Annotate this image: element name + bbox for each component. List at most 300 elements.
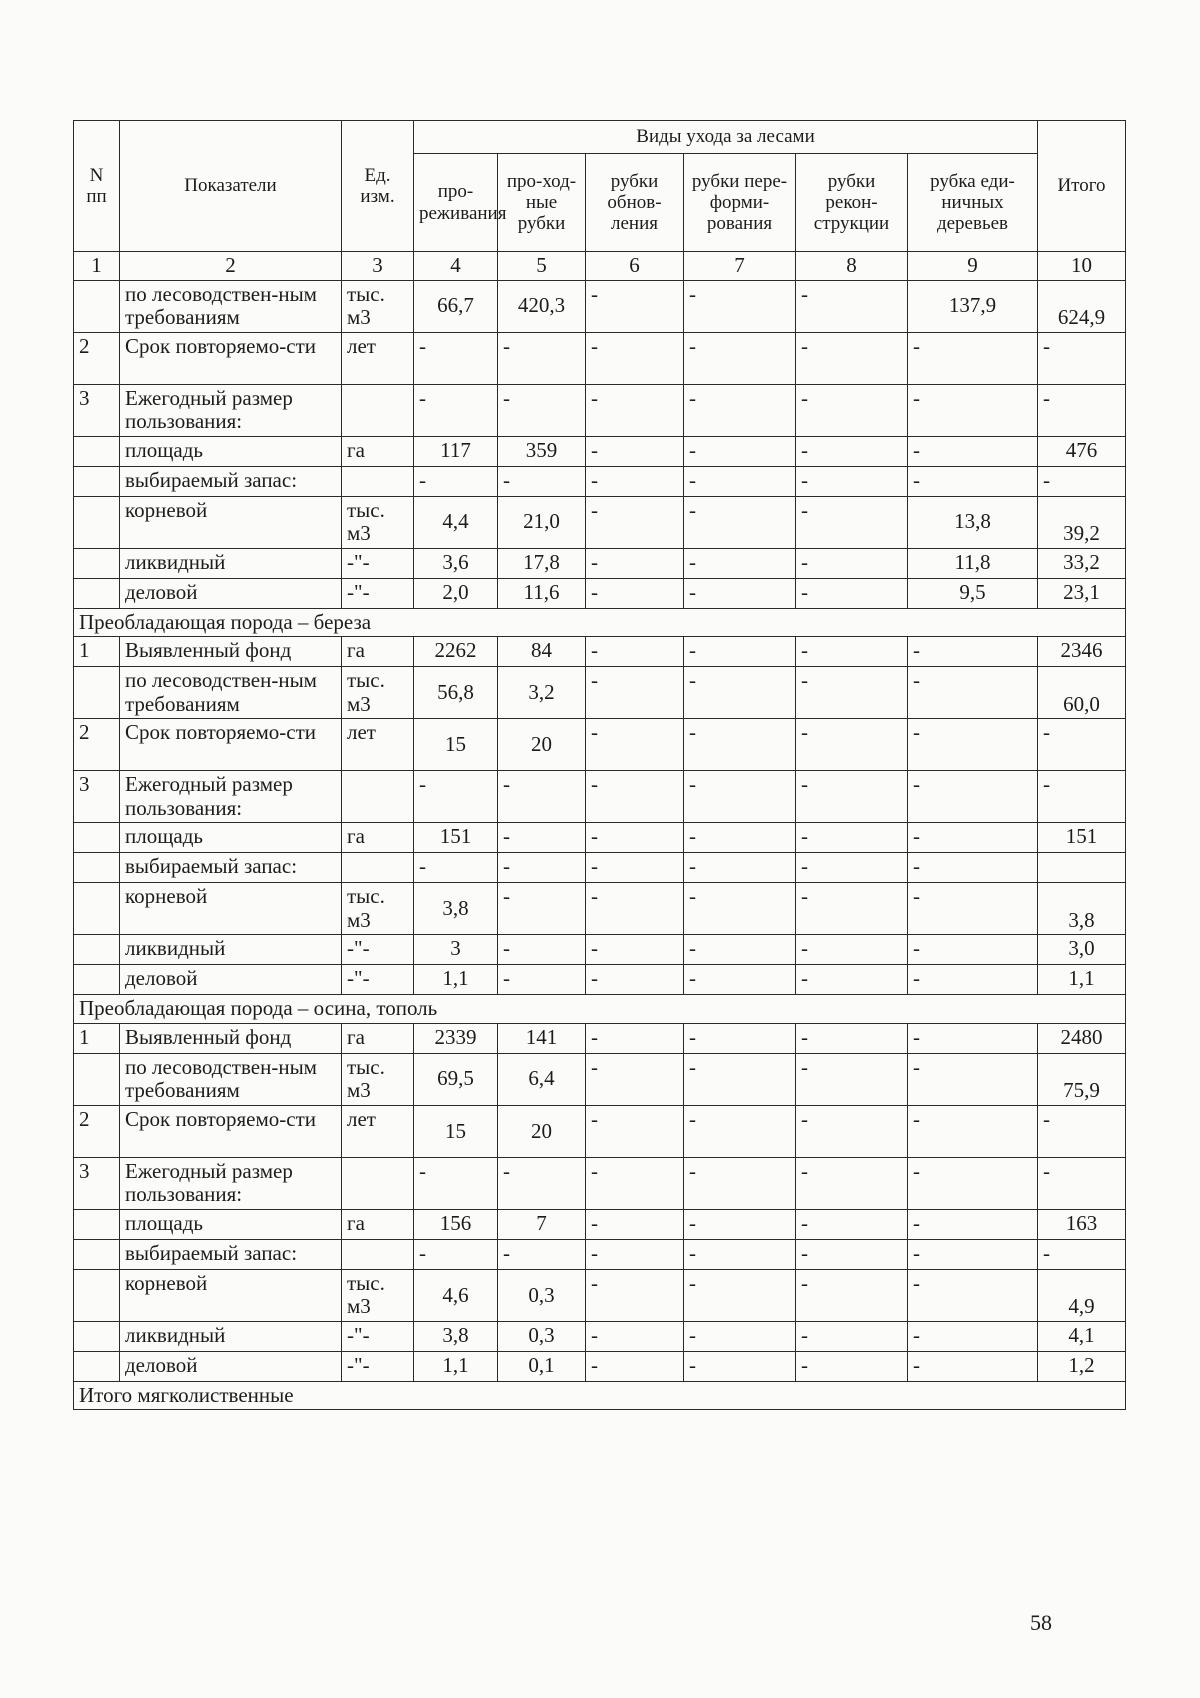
- row-value: 1,1: [1038, 965, 1126, 995]
- row-value: 624,9: [1038, 280, 1126, 332]
- column-number: 6: [586, 252, 684, 281]
- row-value: -: [414, 853, 498, 883]
- row-value: -: [684, 1351, 796, 1381]
- row-value: 117: [414, 436, 498, 466]
- row-value: -: [796, 935, 908, 965]
- row-value: -: [586, 1239, 684, 1269]
- table-row: [74, 578, 1126, 608]
- row-value: -: [908, 853, 1038, 883]
- table-row: [74, 1023, 1126, 1053]
- section-title: Преобладающая порода – береза: [74, 608, 1126, 637]
- row-indicator: Ежегодный размер пользования:: [120, 1157, 342, 1209]
- row-value: -: [498, 384, 586, 436]
- row-value: -: [684, 1209, 796, 1239]
- row-value: -: [684, 823, 796, 853]
- section-title: Преобладающая порода – осина, тополь: [74, 995, 1126, 1024]
- table-row: [74, 280, 1126, 332]
- row-value: -: [684, 1105, 796, 1157]
- row-value: 141: [498, 1023, 586, 1053]
- row-value: -: [796, 1105, 908, 1157]
- table-row: [74, 853, 1126, 883]
- row-indicator: Выявленный фонд: [120, 637, 342, 667]
- row-indicator: корневой: [120, 496, 342, 548]
- row-number: [74, 823, 120, 853]
- row-value: -: [796, 1269, 908, 1321]
- row-number: 2: [74, 719, 120, 771]
- row-value: -: [908, 719, 1038, 771]
- row-number: [74, 436, 120, 466]
- row-value: -: [684, 496, 796, 548]
- row-value: 2480: [1038, 1023, 1126, 1053]
- table-row: [74, 935, 1126, 965]
- table-row: [74, 719, 1126, 771]
- row-indicator: по лесоводствен-ным требованиям: [120, 667, 342, 719]
- row-unit: -"-: [342, 548, 414, 578]
- row-value: 3,8: [414, 1321, 498, 1351]
- column-number: 3: [342, 252, 414, 281]
- row-value: -: [586, 1023, 684, 1053]
- table-row: [74, 1209, 1126, 1239]
- total-row: [74, 1381, 1126, 1410]
- row-value: 0,3: [498, 1321, 586, 1351]
- row-value: -: [586, 332, 684, 384]
- table-row: [74, 965, 1126, 995]
- row-unit: лет: [342, 719, 414, 771]
- section-title-row: [74, 995, 1126, 1024]
- table-row: [74, 1269, 1126, 1321]
- row-value: -: [414, 332, 498, 384]
- table-row: [74, 1239, 1126, 1269]
- row-indicator: деловой: [120, 965, 342, 995]
- row-number: [74, 466, 120, 496]
- row-value: -: [908, 667, 1038, 719]
- row-value: -: [586, 719, 684, 771]
- row-value: 2262: [414, 637, 498, 667]
- row-indicator: корневой: [120, 1269, 342, 1321]
- row-value: -: [908, 332, 1038, 384]
- row-value: -: [586, 1053, 684, 1105]
- row-number: [74, 496, 120, 548]
- row-value: 39,2: [1038, 496, 1126, 548]
- column-numbers-row: [74, 252, 1126, 281]
- row-value: 23,1: [1038, 578, 1126, 608]
- header-row: [74, 121, 1126, 154]
- row-number: [74, 280, 120, 332]
- row-value: -: [586, 667, 684, 719]
- row-value: 4,9: [1038, 1269, 1126, 1321]
- table-row: [74, 1157, 1126, 1209]
- row-unit: [342, 384, 414, 436]
- total-title: Итого мягколиственные: [74, 1381, 1126, 1410]
- row-value: 137,9: [908, 280, 1038, 332]
- row-unit: -"-: [342, 1351, 414, 1381]
- row-value: -: [908, 1209, 1038, 1239]
- row-value: -: [796, 637, 908, 667]
- row-number: [74, 1209, 120, 1239]
- column-number: 5: [498, 252, 586, 281]
- row-value: -: [684, 384, 796, 436]
- row-value: -: [684, 965, 796, 995]
- row-value: 3,8: [414, 883, 498, 935]
- row-number: [74, 1239, 120, 1269]
- row-value: -: [586, 280, 684, 332]
- row-value: 3: [414, 935, 498, 965]
- row-unit: -"-: [342, 578, 414, 608]
- row-unit: тыс. м3: [342, 1269, 414, 1321]
- table-row: [74, 823, 1126, 853]
- row-value: 1,1: [414, 965, 498, 995]
- row-value: 476: [1038, 436, 1126, 466]
- row-value: -: [414, 1239, 498, 1269]
- row-value: -: [498, 823, 586, 853]
- column-number: 2: [120, 252, 342, 281]
- row-number: [74, 1269, 120, 1321]
- row-value: -: [684, 280, 796, 332]
- row-value: -: [586, 578, 684, 608]
- section-title-row: [74, 608, 1126, 637]
- row-value: -: [796, 667, 908, 719]
- row-value: -: [796, 1351, 908, 1381]
- row-unit: тыс. м3: [342, 667, 414, 719]
- row-value: 3,0: [1038, 935, 1126, 965]
- row-value: 156: [414, 1209, 498, 1239]
- row-value: 2346: [1038, 637, 1126, 667]
- column-number: 4: [414, 252, 498, 281]
- row-value: -: [498, 883, 586, 935]
- row-value: -: [586, 496, 684, 548]
- row-value: -: [414, 466, 498, 496]
- row-value: 20: [498, 719, 586, 771]
- row-value: -: [796, 965, 908, 995]
- row-value: 151: [1038, 823, 1126, 853]
- header-col9: рубка еди-ничных деревьев: [908, 154, 1038, 252]
- row-value: 163: [1038, 1209, 1126, 1239]
- row-number: [74, 667, 120, 719]
- column-number: 10: [1038, 252, 1126, 281]
- row-value: -: [908, 771, 1038, 823]
- row-value: -: [1038, 1157, 1126, 1209]
- row-indicator: Выявленный фонд: [120, 1023, 342, 1053]
- table-row: [74, 436, 1126, 466]
- table-row: [74, 548, 1126, 578]
- row-value: -: [414, 384, 498, 436]
- row-value: -: [586, 1321, 684, 1351]
- row-value: -: [684, 1239, 796, 1269]
- row-value: 11,8: [908, 548, 1038, 578]
- row-value: [1038, 853, 1126, 883]
- row-value: -: [796, 496, 908, 548]
- row-number: [74, 548, 120, 578]
- row-value: -: [586, 965, 684, 995]
- row-value: -: [684, 771, 796, 823]
- row-value: -: [684, 466, 796, 496]
- row-value: -: [796, 384, 908, 436]
- header-col5: про-ход-ные рубки: [498, 154, 586, 252]
- row-value: 33,2: [1038, 548, 1126, 578]
- row-value: 2339: [414, 1023, 498, 1053]
- row-number: 3: [74, 384, 120, 436]
- row-value: -: [1038, 384, 1126, 436]
- row-value: -: [796, 719, 908, 771]
- row-number: 2: [74, 1105, 120, 1157]
- row-value: 9,5: [908, 578, 1038, 608]
- row-value: -: [586, 1209, 684, 1239]
- header-col4: про-реживания: [414, 154, 498, 252]
- row-value: -: [1038, 1105, 1126, 1157]
- row-value: 56,8: [414, 667, 498, 719]
- row-value: -: [908, 1157, 1038, 1209]
- row-value: -: [586, 1269, 684, 1321]
- row-value: -: [498, 853, 586, 883]
- row-value: -: [908, 1321, 1038, 1351]
- row-value: 11,6: [498, 578, 586, 608]
- row-unit: -"-: [342, 1321, 414, 1351]
- row-indicator: Срок повторяемо-сти: [120, 719, 342, 771]
- row-number: 1: [74, 637, 120, 667]
- header-total: Итого: [1038, 121, 1126, 252]
- row-unit: тыс. м3: [342, 883, 414, 935]
- row-value: -: [684, 1321, 796, 1351]
- row-value: 69,5: [414, 1053, 498, 1105]
- row-number: 3: [74, 1157, 120, 1209]
- row-value: 60,0: [1038, 667, 1126, 719]
- table-row: [74, 496, 1126, 548]
- row-value: -: [908, 1351, 1038, 1381]
- row-value: -: [908, 466, 1038, 496]
- row-indicator: ликвидный: [120, 548, 342, 578]
- row-value: -: [586, 384, 684, 436]
- row-number: [74, 1053, 120, 1105]
- row-indicator: ликвидный: [120, 1321, 342, 1351]
- row-value: -: [908, 1239, 1038, 1269]
- row-indicator: выбираемый запас:: [120, 1239, 342, 1269]
- row-value: 3,2: [498, 667, 586, 719]
- row-value: -: [796, 436, 908, 466]
- row-value: -: [796, 280, 908, 332]
- row-value: 7: [498, 1209, 586, 1239]
- row-value: -: [908, 965, 1038, 995]
- row-indicator: по лесоводствен-ным требованиям: [120, 280, 342, 332]
- row-unit: -"-: [342, 965, 414, 995]
- row-indicator: корневой: [120, 883, 342, 935]
- row-value: -: [498, 965, 586, 995]
- row-value: -: [796, 1209, 908, 1239]
- row-value: 4,1: [1038, 1321, 1126, 1351]
- row-value: -: [684, 853, 796, 883]
- row-value: -: [498, 1239, 586, 1269]
- row-value: 6,4: [498, 1053, 586, 1105]
- row-value: -: [796, 1023, 908, 1053]
- row-value: -: [498, 332, 586, 384]
- row-value: 1,1: [414, 1351, 498, 1381]
- row-indicator: площадь: [120, 436, 342, 466]
- row-value: 3,8: [1038, 883, 1126, 935]
- row-value: 4,4: [414, 496, 498, 548]
- row-unit: [342, 853, 414, 883]
- row-value: -: [586, 853, 684, 883]
- row-value: -: [414, 1157, 498, 1209]
- row-indicator: выбираемый запас:: [120, 853, 342, 883]
- row-value: -: [908, 935, 1038, 965]
- row-indicator: площадь: [120, 823, 342, 853]
- row-value: -: [498, 935, 586, 965]
- row-value: -: [586, 823, 684, 853]
- row-number: [74, 935, 120, 965]
- row-value: -: [908, 1269, 1038, 1321]
- row-indicator: выбираемый запас:: [120, 466, 342, 496]
- row-value: -: [684, 332, 796, 384]
- table-row: [74, 883, 1126, 935]
- row-unit: тыс. м3: [342, 1053, 414, 1105]
- row-unit: тыс. м3: [342, 496, 414, 548]
- row-value: -: [586, 883, 684, 935]
- row-value: -: [586, 466, 684, 496]
- row-value: -: [684, 1053, 796, 1105]
- column-number: 9: [908, 252, 1038, 281]
- row-unit: -"-: [342, 935, 414, 965]
- row-value: -: [796, 853, 908, 883]
- row-number: [74, 578, 120, 608]
- table-row: [74, 637, 1126, 667]
- row-unit: га: [342, 823, 414, 853]
- row-value: -: [684, 883, 796, 935]
- row-unit: тыс. м3: [342, 280, 414, 332]
- row-value: -: [908, 436, 1038, 466]
- row-unit: га: [342, 1023, 414, 1053]
- table-body: [74, 280, 1126, 1410]
- row-value: -: [908, 1023, 1038, 1053]
- row-unit: га: [342, 436, 414, 466]
- page-number: 58: [1030, 1610, 1052, 1635]
- row-value: -: [908, 1053, 1038, 1105]
- row-value: -: [908, 823, 1038, 853]
- row-value: -: [684, 578, 796, 608]
- row-value: 1,2: [1038, 1351, 1126, 1381]
- row-value: -: [1038, 466, 1126, 496]
- row-value: 3,6: [414, 548, 498, 578]
- table-row: [74, 771, 1126, 823]
- row-number: [74, 1351, 120, 1381]
- row-value: -: [684, 637, 796, 667]
- row-unit: [342, 1157, 414, 1209]
- row-value: -: [684, 548, 796, 578]
- table-row: [74, 667, 1126, 719]
- header-number: N пп: [74, 121, 120, 252]
- row-value: 359: [498, 436, 586, 466]
- column-number: 8: [796, 252, 908, 281]
- row-unit: га: [342, 1209, 414, 1239]
- header-unit: Ед. изм.: [342, 121, 414, 252]
- row-value: 0,1: [498, 1351, 586, 1381]
- table-row: [74, 1351, 1126, 1381]
- row-value: -: [1038, 719, 1126, 771]
- row-number: [74, 965, 120, 995]
- row-number: 2: [74, 332, 120, 384]
- row-indicator: ликвидный: [120, 935, 342, 965]
- header-col8: рубки рекон-струкции: [796, 154, 908, 252]
- row-value: -: [684, 1157, 796, 1209]
- row-value: -: [586, 1105, 684, 1157]
- row-unit: [342, 1239, 414, 1269]
- row-number: 1: [74, 1023, 120, 1053]
- row-indicator: Срок повторяемо-сти: [120, 332, 342, 384]
- row-value: -: [684, 719, 796, 771]
- row-number: [74, 1321, 120, 1351]
- row-value: 17,8: [498, 548, 586, 578]
- row-value: 0,3: [498, 1269, 586, 1321]
- row-value: -: [1038, 771, 1126, 823]
- row-value: -: [498, 771, 586, 823]
- row-value: -: [684, 1269, 796, 1321]
- row-value: -: [796, 1321, 908, 1351]
- table-row: [74, 384, 1126, 436]
- row-value: -: [908, 1105, 1038, 1157]
- row-unit: га: [342, 637, 414, 667]
- row-value: -: [414, 771, 498, 823]
- row-indicator: Ежегодный размер пользования:: [120, 384, 342, 436]
- forest-care-table: [73, 120, 1126, 1410]
- row-number: 3: [74, 771, 120, 823]
- row-indicator: Срок повторяемо-сти: [120, 1105, 342, 1157]
- row-value: -: [796, 332, 908, 384]
- table-row: [74, 1105, 1126, 1157]
- row-unit: лет: [342, 332, 414, 384]
- row-value: 2,0: [414, 578, 498, 608]
- row-value: 151: [414, 823, 498, 853]
- row-value: -: [498, 1157, 586, 1209]
- row-value: 15: [414, 1105, 498, 1157]
- row-value: 20: [498, 1105, 586, 1157]
- row-value: 15: [414, 719, 498, 771]
- row-value: -: [1038, 1239, 1126, 1269]
- row-value: -: [796, 1157, 908, 1209]
- row-value: 66,7: [414, 280, 498, 332]
- row-value: -: [796, 466, 908, 496]
- row-value: -: [796, 578, 908, 608]
- row-value: -: [684, 935, 796, 965]
- row-value: -: [908, 384, 1038, 436]
- table-row: [74, 332, 1126, 384]
- row-unit: [342, 466, 414, 496]
- table-row: [74, 466, 1126, 496]
- row-value: 4,6: [414, 1269, 498, 1321]
- row-value: -: [586, 436, 684, 466]
- row-value: -: [796, 823, 908, 853]
- row-value: -: [684, 436, 796, 466]
- row-value: -: [586, 1351, 684, 1381]
- row-value: -: [908, 637, 1038, 667]
- row-value: -: [796, 883, 908, 935]
- row-number: [74, 853, 120, 883]
- row-value: -: [908, 883, 1038, 935]
- row-indicator: деловой: [120, 578, 342, 608]
- row-value: -: [796, 1053, 908, 1105]
- row-number: [74, 883, 120, 935]
- row-value: 75,9: [1038, 1053, 1126, 1105]
- row-value: -: [1038, 332, 1126, 384]
- row-value: 84: [498, 637, 586, 667]
- row-value: -: [684, 1023, 796, 1053]
- row-value: -: [586, 637, 684, 667]
- row-unit: [342, 771, 414, 823]
- row-indicator: по лесоводствен-ным требованиям: [120, 1053, 342, 1105]
- header-indicator: Показатели: [120, 121, 342, 252]
- column-number: 1: [74, 252, 120, 281]
- row-indicator: Ежегодный размер пользования:: [120, 771, 342, 823]
- row-value: -: [586, 935, 684, 965]
- header-col6: рубки обнов-ления: [586, 154, 684, 252]
- row-value: 13,8: [908, 496, 1038, 548]
